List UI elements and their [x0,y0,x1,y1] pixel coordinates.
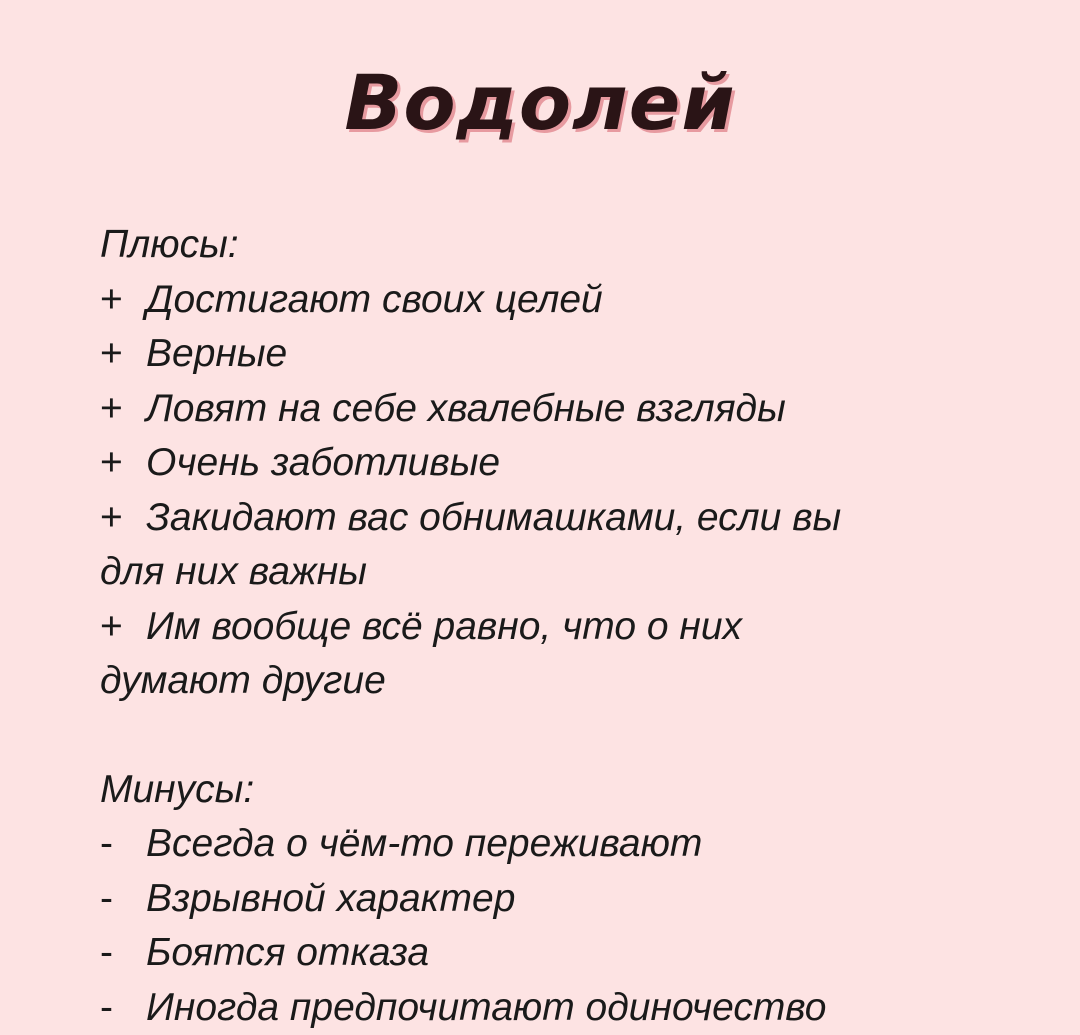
pros-item-text: Достигают своих целей [146,273,603,328]
cons-item-text: Иногда предпочитают одиночество [146,981,827,1035]
section-spacer [100,709,1000,763]
pros-item-text: Очень заботливые [146,436,500,491]
plus-marker: + [100,491,146,546]
cons-item [100,981,1000,1035]
plus-marker: + [100,436,146,491]
pros-item [100,273,1000,328]
pros-item [100,491,890,600]
plus-marker: + [100,382,146,437]
pros-item [100,436,1000,491]
cons-item-text: Всегда о чём-то переживают [146,817,702,872]
plus-marker: + [100,327,146,382]
minus-marker: - [100,981,146,1035]
pros-heading: Плюсы: [100,218,1000,273]
plus-marker: + [100,273,146,328]
pros-item-text: Ловят на себе хвалебные взгляды [146,382,786,437]
cons-item [100,926,1000,981]
cons-item [100,872,1000,927]
pros-item-text: Закидают вас обнимашками, если вы для них важны [100,496,841,594]
minus-marker: - [100,926,146,981]
cons-item-text: Взрывной характер [146,872,515,927]
pros-item-text: Им вообще всё равно, что о них думают другие [100,605,742,703]
content-block [100,218,1000,1035]
pros-item [100,382,1000,437]
pros-item [100,327,1000,382]
cons-item-text: Боятся отказа [146,926,429,981]
pros-item [100,600,860,709]
minus-marker: - [100,817,146,872]
plus-marker: + [100,600,146,655]
cons-heading: Минусы: [100,763,1000,818]
minus-marker: - [100,872,146,927]
pros-item-text: Верные [146,327,287,382]
page-title: Водолей [0,58,1080,147]
cons-item [100,817,1000,872]
